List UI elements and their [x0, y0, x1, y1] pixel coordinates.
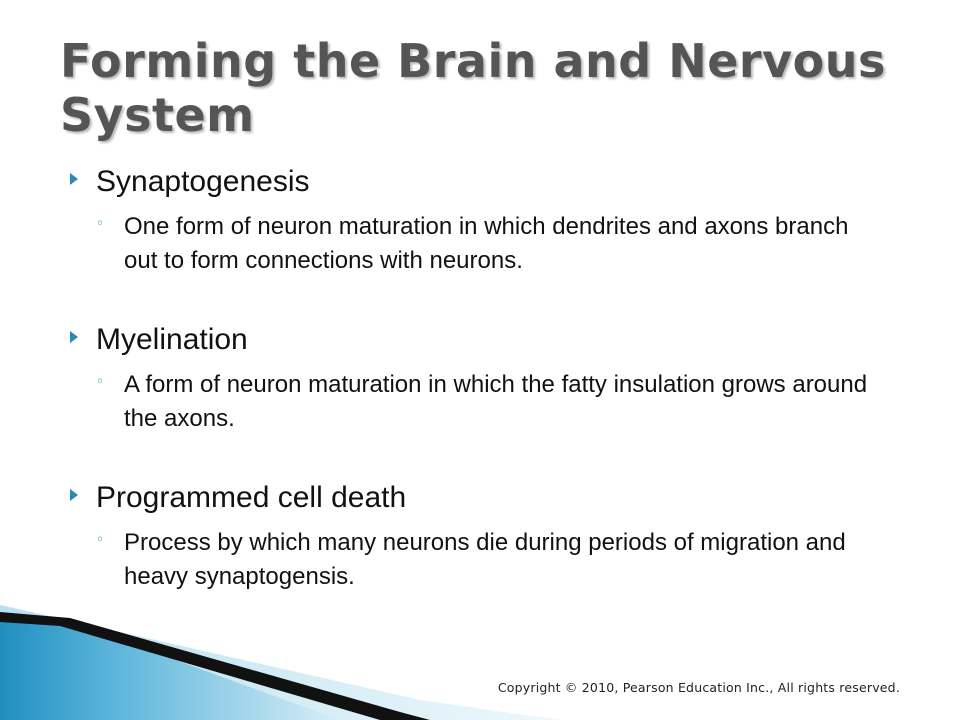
sub-bullet-item: [96, 368, 890, 436]
sub-bullet-item: [96, 526, 890, 594]
slide-title: Forming the Brain and Nervous System: [60, 34, 886, 142]
sub-bullet-text: A form of neuron maturation in which the fatty insulation grows around the axons.: [124, 371, 868, 432]
bullet-list: [70, 160, 890, 634]
copyright-notice: Copyright © 2010, Pearson Education Inc., All rights reserved.: [497, 680, 900, 695]
sub-bullet-item: [96, 210, 890, 278]
bullet-heading: Programmed cell death: [96, 481, 407, 514]
hollow-circle-icon: ◦: [96, 532, 105, 548]
triangle-right-icon: [70, 173, 78, 185]
hollow-circle-icon: ◦: [96, 374, 105, 390]
triangle-right-icon: [70, 331, 78, 343]
bullet-item-programmed-cell-death: [70, 476, 890, 594]
sub-bullet-text: One form of neuron maturation in which dendrites and axons branch out to form connections with neurons.: [124, 213, 849, 274]
bullet-item-synaptogenesis: [70, 160, 890, 278]
bullet-heading: Myelination: [96, 323, 248, 356]
bullet-heading: Synaptogenesis: [96, 165, 310, 198]
sub-bullet-text: Process by which many neurons die during periods of migration and heavy synaptogensis.: [124, 529, 846, 590]
hollow-circle-icon: ◦: [96, 216, 105, 232]
bullet-item-myelination: [70, 318, 890, 436]
triangle-right-icon: [70, 489, 78, 501]
